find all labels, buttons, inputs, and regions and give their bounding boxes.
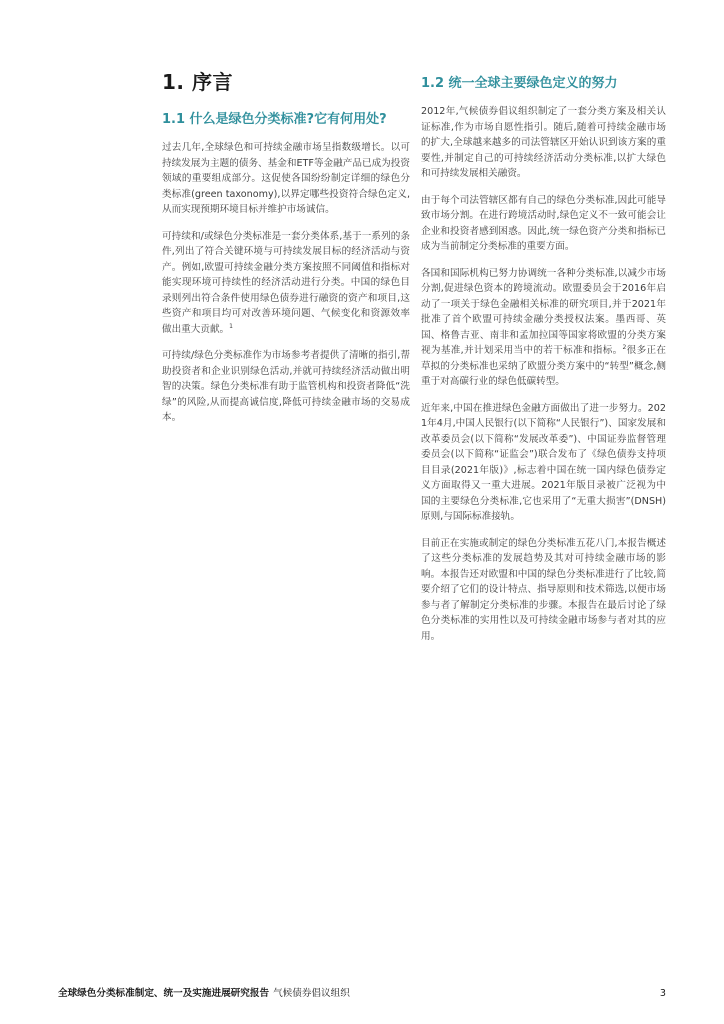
section-1-1-paragraph-2-text: 可持续和/或绿色分类标准是一套分类体系,基于一系列的条件,列出了符合关键环境与可持续发展目标的经济活动与资产。例如,欧盟可持续金融分类方案按照不同阈值和指标对能实现环境可持续性的经济活动进行分类。中国的绿色目录则列出符合条件使用绿色债券进行融资的资产和项目,这些资产和项目均可对改善环境问题、气候变化和资源效率做出重大贡献。	[162, 230, 410, 335]
section-1-1-paragraph-3: 可持续/绿色分类标准作为市场参考者提供了清晰的指引,帮助投资者和企业识别绿色活动,并就可持续经济活动做出明智的决策。绿色分类标准有助于监管机构和投资者降低“洗绿”的风险,从而提高诚信度,降低可持续金融市场的交易成本。	[162, 350, 410, 423]
section-1-2-paragraph-3: 各国和国际机构已努力协调统一各种分类标准,以减少市场分割,促进绿色资本的跨境流动。欧盟委员会于2016年启动了一项关于绿色金融相关标准的研究项目,并于2021年批准了首个欧盟可持续金融分类授权法案。墨西哥、英国、格鲁吉亚、南非和孟加拉国等国家将欧盟的分类方案视为基准,并计划采用当中的若干标准和指标。$^2$很多正在草拟的分类标准也采纳了欧盟分类方案中的“转型”概念,侧重于对高碳行业的绿色低碳转型。	[421, 267, 666, 387]
section-1-1-paragraph-1: 过去几年,全球绿色和可持续金融市场呈指数级增长。以可持续发展为主题的债务、基金和ETF等金融产品已成为投资领域的重要组成部分。这促使各国纷纷制定详细的绿色分类标准(green taxonomy),以界定哪些投资符合绿色定义,从而实现预期环境目标并维护市场诚信。	[162, 142, 410, 215]
right-column	[421, 68, 666, 655]
section-1-2-paragraph-4: 近年来,中国在推进绿色金融方面做出了进一步努力。2021年4月,中国人民银行(以下简称“人民银行”)、国家发展和改革委员会(以下简称“发展改革委”)、中国证券监督管理委员会(以下简称“证监会”)联合发布了《绿色债券支持项目目录(2021年版)》,标志着中国在统一国内绿色债券定义方面取得又一重大进展。2021年版目录被广泛视为中国的主要绿色分类标准,它也采用了“无重大损害”(DNSH)原则,与国际标准接轨。	[421, 402, 666, 522]
page-number: 3	[659, 988, 666, 999]
footer-org: 气候债券倡议组织	[273, 988, 350, 999]
footer-report-title: 全球绿色分类标准制定、统一及实施进展研究报告	[58, 988, 270, 999]
section-1-1-title: 1.1 什么是绿色分类标准?它有何用处?	[162, 112, 387, 127]
section-1-2-paragraph-5: 目前正在实施或制定的绿色分类标准五花八门,本报告概述了这些分类标准的发展趋势及其对可持续金融市场的影响。本报告还对欧盟和中国的绿色分类标准进行了比较,简要介绍了它们的设计特点、指导原则和技术筛选,以便市场参与者了解制定分类标准的步骤。本报告在最后讨论了绿色分类标准的实用性以及可持续金融市场参与者对其的应用。	[421, 537, 666, 642]
chapter-title: 1. 序言	[162, 70, 233, 94]
left-column	[162, 68, 410, 437]
footnote-mark-2-inline: 2	[622, 343, 627, 351]
page-footer	[58, 986, 666, 1002]
section-1-1-paragraph-2	[162, 229, 410, 338]
footnote-mark-1: 1	[229, 322, 233, 330]
section-1-2-title: 1.2 统一全球主要绿色定义的努力	[421, 76, 618, 91]
section-1-2-paragraph-2: 由于每个司法管辖区都有自己的绿色分类标准,因此可能导致市场分割。在进行跨境活动时,绿色定义不一致可能会让企业和投资者感到困惑。因此,统一绿色资产分类和指标已成为当前制定分类标准的重要方面。	[421, 194, 666, 252]
section-1-2-paragraph-1: 2012年,气候债券倡议组织制定了一套分类方案及相关认证标准,作为市场自愿性指引。随后,随着可持续金融市场的扩大,全球越来越多的司法管辖区开始认识到该方案的重要性,并制定自己的可持续经济活动分类标准,以扩大绿色和可持续发展相关融资。	[421, 106, 666, 179]
